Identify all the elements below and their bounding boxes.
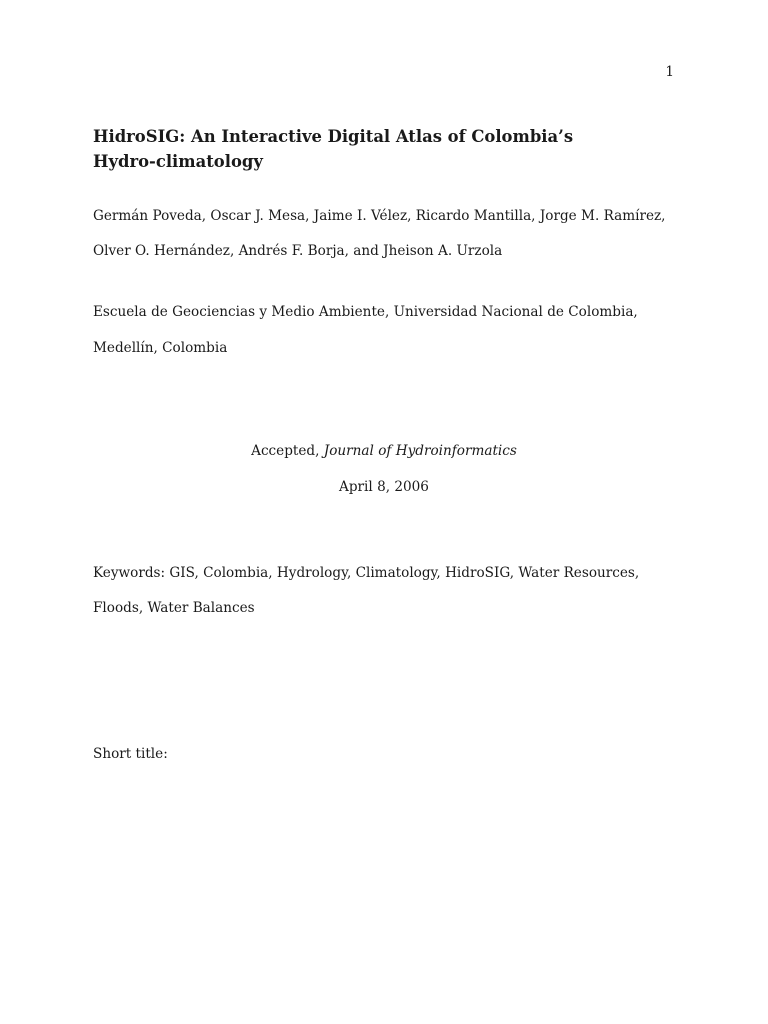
- keywords-line-1: Keywords: GIS, Colombia, Hydrology, Climatology, HidroSIG, Water Resources,: [93, 565, 640, 581]
- affiliation-line-1: Escuela de Geociencias y Medio Ambiente, Universidad Nacional de Colombia,: [93, 304, 638, 320]
- short-title-label: Short title:: [93, 746, 168, 762]
- title-line-1: HidroSIG: An Interactive Digital Atlas of Colombia’s: [93, 127, 574, 146]
- authors-line-2: Olver O. Hernández, Andrés F. Borja, and Jheison A. Urzola: [93, 243, 503, 259]
- page-number: 1: [665, 64, 674, 80]
- acceptance-prefix: Accepted,: [251, 443, 324, 459]
- acceptance-date: April 8, 2006: [339, 479, 429, 495]
- affiliation-line-2: Medellín, Colombia: [93, 340, 228, 356]
- keywords-line-2: Floods, Water Balances: [93, 600, 255, 616]
- paper-title: [93, 124, 573, 174]
- journal-name: Journal of Hydroinformatics: [323, 443, 517, 459]
- acceptance-line: [0, 442, 768, 460]
- authors-line-1: Germán Poveda, Oscar J. Mesa, Jaime I. Vélez, Ricardo Mantilla, Jorge M. Ramírez,: [93, 208, 666, 224]
- title-line-2: Hydro-climatology: [93, 152, 263, 171]
